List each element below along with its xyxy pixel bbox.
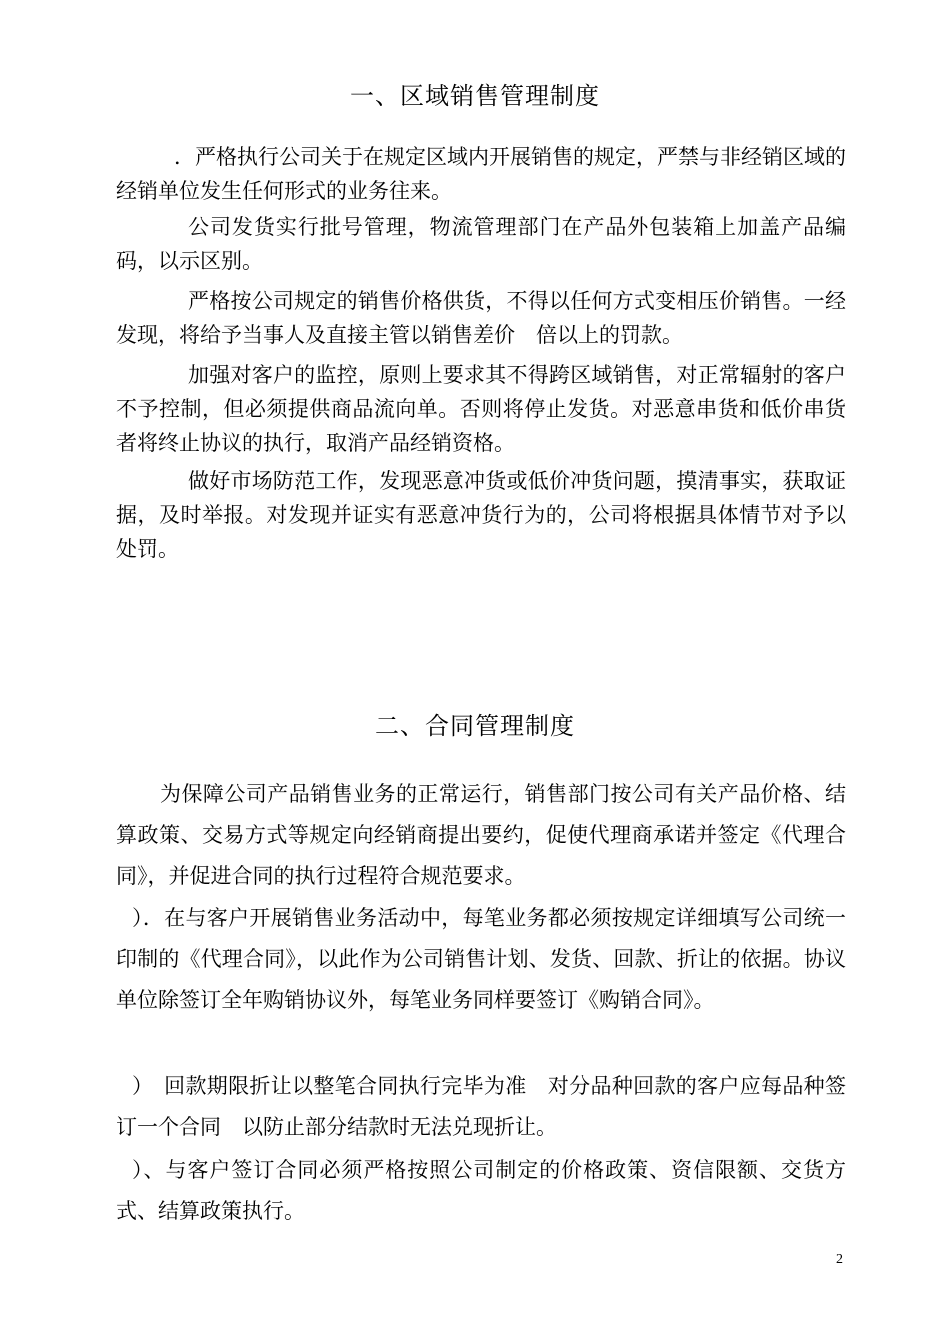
- section1-paragraph-2: 公司发货实行批号管理，物流管理部门在产品外包装箱上加盖产品编码，以示区别。: [116, 215, 846, 273]
- section2-paragraph-3: ） 回款期限折让以整笔合同执行完毕为准 对分品种回款的客户应每品种签订一个合同 以防止部分结款时无法兑现折让。: [116, 1074, 846, 1139]
- section1-paragraph-5: 做好市场防范工作，发现恶意冲货或低价冲货问题，摸清事实，获取证据，及时举报。对发现并证实有恶意冲货行为的，公司将根据具体情节对予以处罚。: [116, 469, 846, 561]
- section2-paragraph-2: ）．在与客户开展销售业务活动中，每笔业务都必须按规定详细填写公司统一印制的《代理合同》，以此作为公司销售计划、发货、回款、折让的依据。协议单位除签订全年购销协议外，每笔业务同样要签订《购销合同》。: [116, 906, 846, 1012]
- section2-title: 二、合同管理制度: [375, 712, 575, 740]
- section1-paragraph-4: 加强对客户的监控，原则上要求其不得跨区域销售，对正常辐射的客户不予控制，但必须提供商品流向单。否则将停止发货。对恶意串货和低价串货者将终止协议的执行，取消产品经销资格。: [116, 363, 846, 455]
- section1-paragraph-1: ．严格执行公司关于在规定区域内开展销售的规定，严禁与非经销区域的经销单位发生任何形式的业务往来。: [116, 145, 846, 203]
- section1-title: 一、区域销售管理制度: [350, 82, 600, 110]
- page-number: 2: [836, 1252, 843, 1267]
- section1-paragraph-3: 严格按公司规定的销售价格供货，不得以任何方式变相压价销售。一经发现，将给予当事人及直接主管以销售差价 倍以上的罚款。: [116, 289, 846, 347]
- section2-paragraph-4: ）、与客户签订合同必须严格按照公司制定的价格政策、资信限额、交货方式、结算政策执行。: [116, 1158, 846, 1223]
- section2-paragraph-1: 为保障公司产品销售业务的正常运行，销售部门按公司有关产品价格、结算政策、交易方式等规定向经销商提出要约，促使代理商承诺并签定《代理合同》，并促进合同的执行过程符合规范要求。: [116, 782, 846, 888]
